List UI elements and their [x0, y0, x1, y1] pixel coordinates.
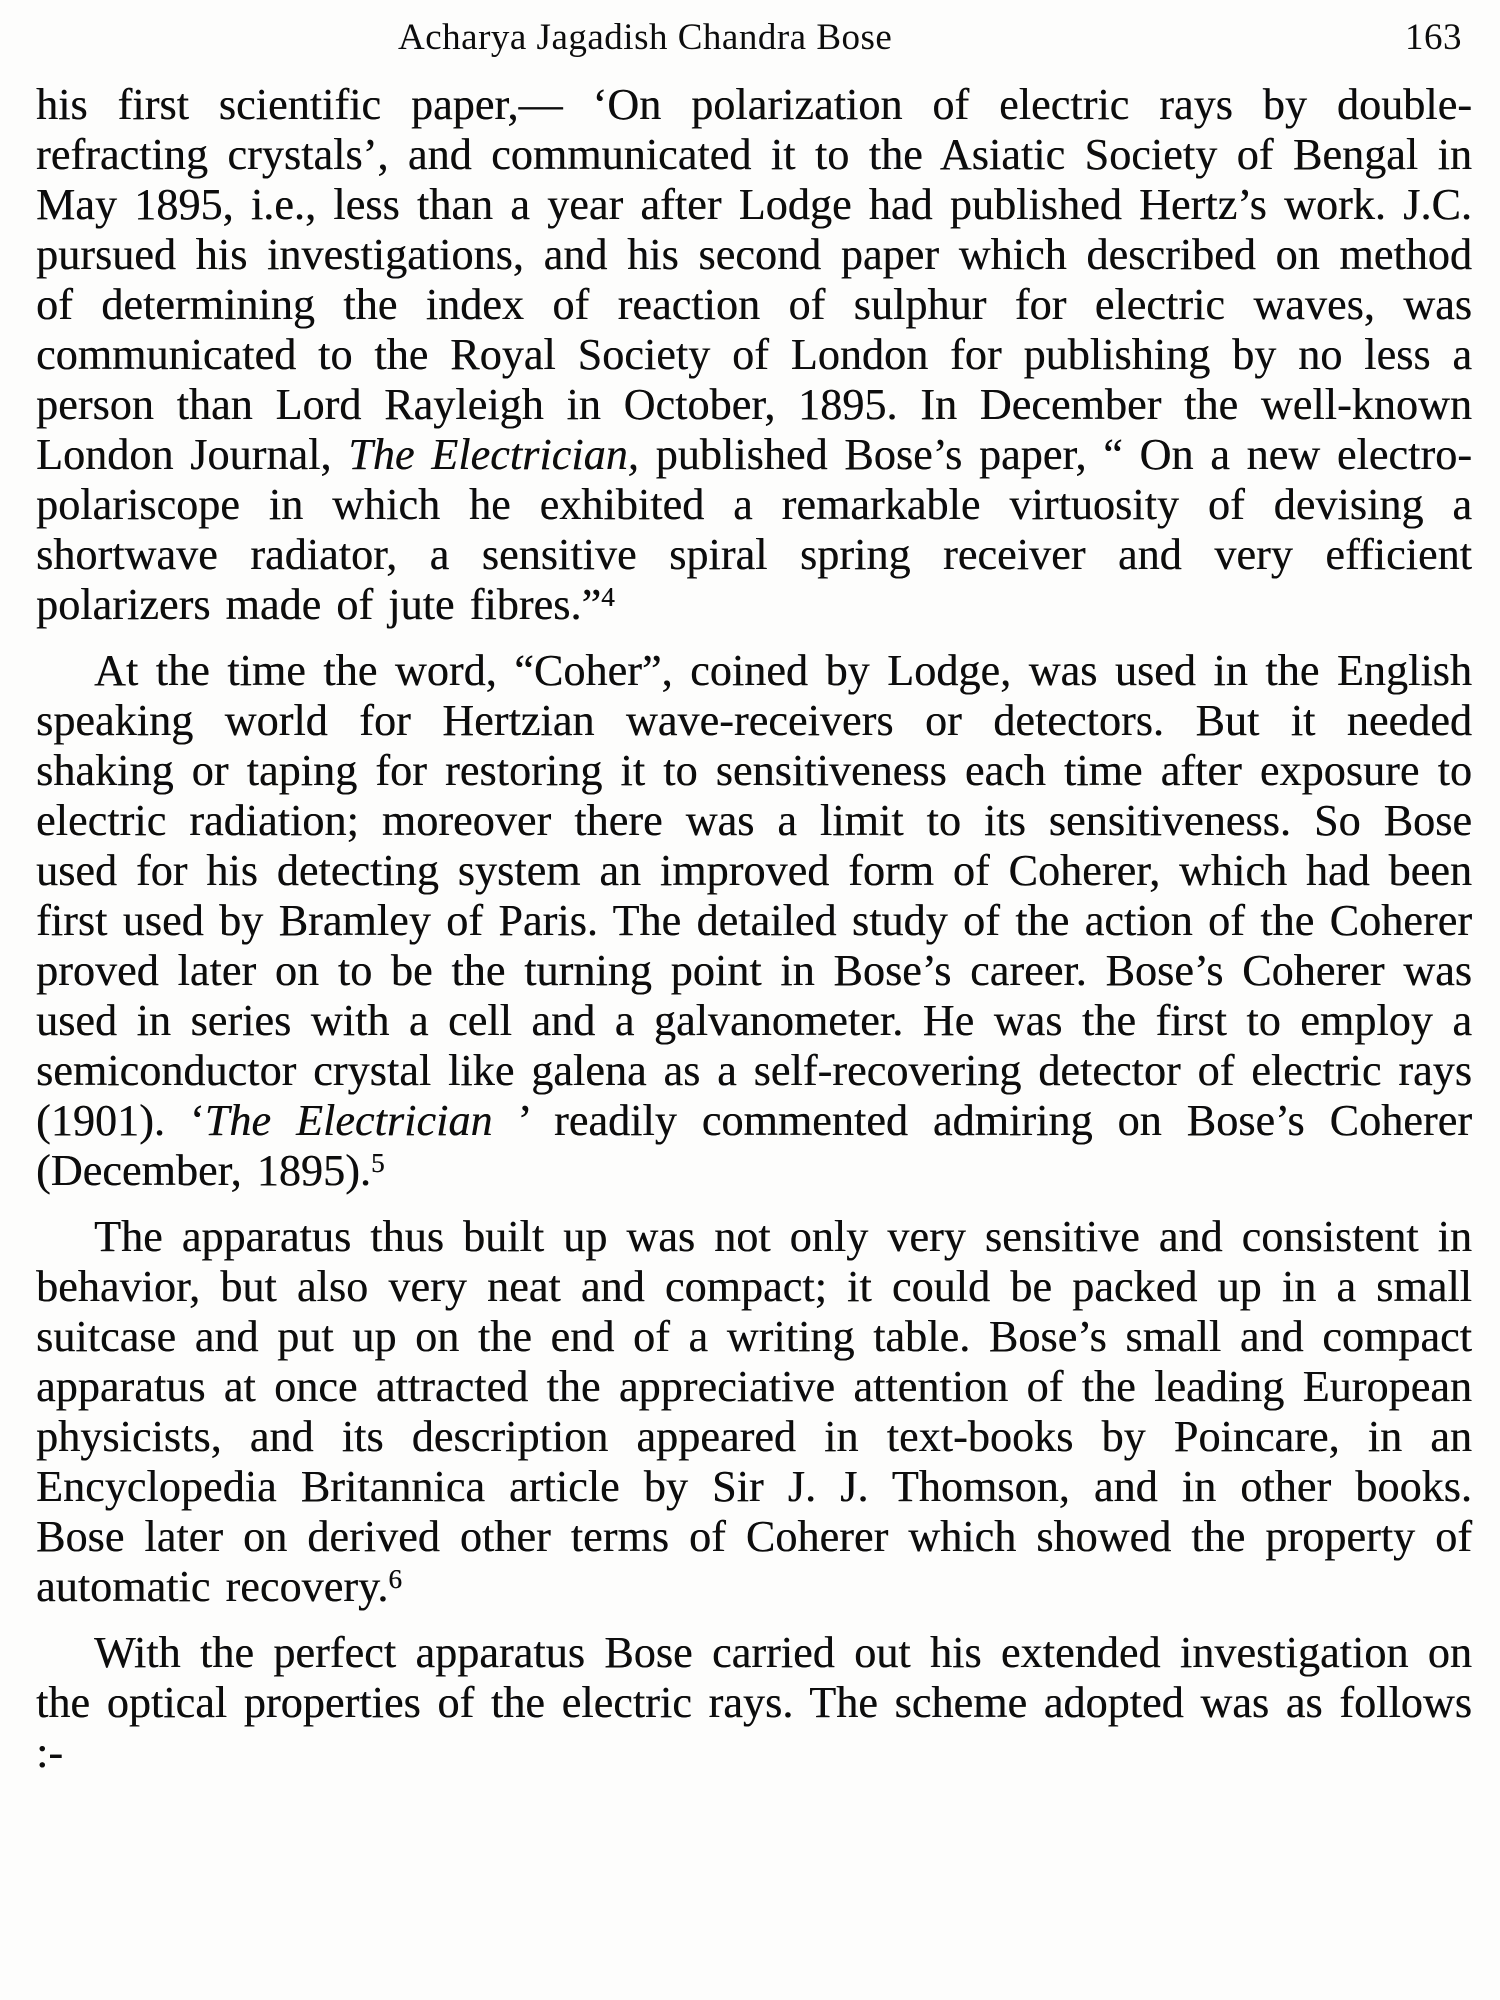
footnote-reference: 4 — [601, 581, 615, 612]
paragraph — [36, 646, 1472, 1196]
text-segment: The Electrician — [204, 1096, 518, 1145]
paragraph — [36, 1212, 1472, 1612]
page-header — [36, 16, 1472, 64]
text-segment: With the perfect apparatus Bose carried out his extended investigation on the optical properties of the electric rays. The scheme adopted was as follows :- — [36, 1628, 1472, 1777]
footnote-reference: 5 — [370, 1147, 385, 1178]
body-text — [36, 80, 1472, 1778]
text-segment: The apparatus thus built up was not only very sensitive and consistent in behavior, but also very neat and compact; it could be packed up in a small suitcase and put up on the end of a writing table. Bose’s small and compact apparatus at once attracted the appreciative attention of the leading European physicists, and its description appeared in text-books by Poincare, in an Encyclopedia Britannica article by Sir J. J. Thomson, and in other books. Bose later on derived other terms of Coherer which showed the property of automatic recovery. — [36, 1212, 1472, 1611]
text-segment: The Electrician, — [348, 430, 639, 479]
text-segment: his first scientific paper,— ‘On polarization of electric rays by double-refracting crystals’, and communicated it to the Asiatic Society of Bengal in May 1895, i.e., less than a year after Lodge had published Hertz’s work. J.C. pursued his investigations, and his second paper which described on method of determining the index of reaction of sulphur for electric waves, was communicated to the Royal Society of London for publishing by no less a person than Lord Rayleigh in October, 1895. In December the well-known London Journal, — [36, 80, 1472, 479]
text-segment: At the time the word, “Coher”, coined by Lodge, was used in the English speaking world for Hertzian wave-receivers or detectors. But it needed shaking or taping for restoring it to sensitiveness each time after exposure to electric radiation; moreover there was a limit to its sensitiveness. So Bose used for his detecting system an improved form of Coherer, which had been first used by Bramley of Paris. The detailed study of the action of the Coherer proved later on to be the turning point in Bose’s career. Bose’s Coherer was used in series with a cell and a galvanometer. He was the first to employ a semiconductor crystal like galena as a self-recovering detector of electric rays (1901). ‘ — [36, 646, 1472, 1145]
text-segment: ’ readily commented admiring on Bose’s Coherer (December, 1895). — [36, 1096, 1472, 1195]
page-number: 163 — [1405, 17, 1462, 58]
text-segment: published Bose’s paper, “ On a new electro-polariscope in which he exhibited a remarkable virtuosity of devising a shortwave radiator, a sensitive spiral spring receiver and very efficient polarizers made of jute fibres.” — [36, 430, 1472, 629]
footnote-reference: 6 — [388, 1563, 402, 1594]
paragraph — [36, 80, 1472, 630]
running-title: Acharya Jagadish Chandra Bose — [398, 17, 893, 58]
paragraph — [36, 1628, 1472, 1778]
